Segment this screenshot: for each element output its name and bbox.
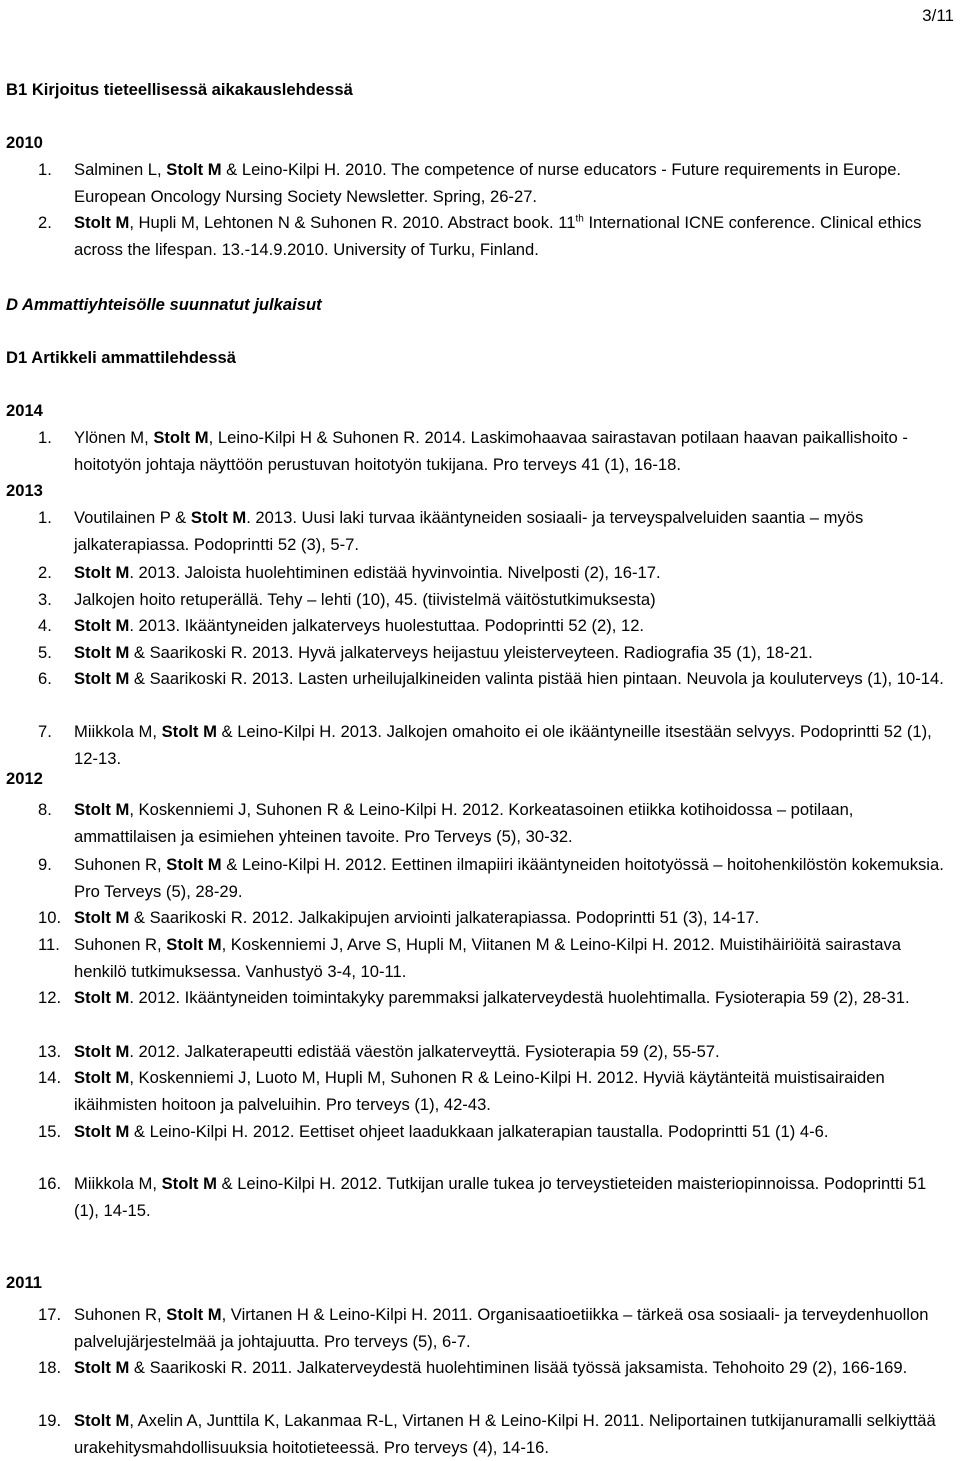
- entry-text: Voutilainen P & Stolt M. 2013. Uusi laki turvaa ikääntyneiden sosiaali- ja terveyspalveluiden saantia – myös jalkaterapiassa. Podoprintti 52 (3), 5-7.: [74, 508, 864, 554]
- page-number: 3/11: [922, 6, 954, 25]
- entry-text: Stolt M & Leino-Kilpi H. 2012. Eettiset ohjeet laadukkaan jalkaterapian taustalla. Podoprintti 51 (1) 4-6.: [74, 1122, 829, 1141]
- entry-text: Stolt M & Saarikoski R. 2013. Lasten urheilujalkineiden valinta pistää hien pintaan. Neuvola ja kouluterveys (1), 10-14.: [74, 669, 944, 688]
- entry-number: 11.: [38, 935, 60, 954]
- entry-text: Salminen L, Stolt M & Leino-Kilpi H. 2010. The competence of nurse educators - Future requirements in Europe. European Oncology Nursing Society Newsletter. Spring, 26-27.: [74, 160, 902, 206]
- publication-entry: [38, 425, 956, 478]
- entry-text: Stolt M. 2013. Jaloista huolehtiminen edistää hyvinvointia. Nivelposti (2), 16-17.: [74, 563, 661, 582]
- publication-entry: [38, 852, 956, 905]
- publication-entry: [38, 1039, 956, 1066]
- publication-entry: [38, 797, 956, 850]
- year-heading: 2012: [6, 769, 43, 788]
- entry-number: 13.: [38, 1042, 62, 1061]
- year-heading: 2014: [6, 401, 43, 420]
- entry-text: Miikkola M, Stolt M & Leino-Kilpi H. 2013. Jalkojen omahoito ei ole ikääntyneille itsestään selvyys. Podoprintti 52 (1), 12-13.: [74, 722, 932, 768]
- entry-text: Stolt M. 2012. Ikääntyneiden toimintakyky paremmaksi jalkaterveydestä huolehtimalla. Fysioterapia 59 (2), 28-31.: [74, 988, 910, 1007]
- section-d1-heading: D1 Artikkeli ammattilehdessä: [6, 348, 236, 367]
- entry-number: 17.: [38, 1305, 62, 1324]
- publication-entry: [38, 666, 956, 693]
- entry-text: Suhonen R, Stolt M, Koskenniemi J, Arve S, Hupli M, Viitanen M & Leino-Kilpi H. 2012. Muistihäiriöitä sairastava henkilö tutkimuksessa. Vanhustyö 3-4, 10-11.: [74, 935, 901, 981]
- entry-text: Stolt M, Koskenniemi J, Suhonen R & Leino-Kilpi H. 2012. Korkeatasoinen etiikka kotihoidossa – potilaan, ammattilaisen ja esimiehen yhteinen tavoite. Pro Terveys (5), 30-32.: [74, 800, 854, 846]
- entry-text: Stolt M. 2013. Ikääntyneiden jalkaterveys huolestuttaa. Podoprintti 52 (2), 12.: [74, 616, 645, 635]
- entry-number: 4.: [38, 616, 52, 635]
- publication-entry: [38, 210, 956, 263]
- publication-entry: [38, 587, 956, 614]
- publication-entry: [38, 1408, 956, 1461]
- section-b1-heading: B1 Kirjoitus tieteellisessä aikakauslehdessä: [6, 80, 353, 99]
- publication-entry: [38, 640, 956, 667]
- entry-text: Stolt M, Hupli M, Lehtonen N & Suhonen R. 2010. Abstract book. 11th International ICNE conference. Clinical ethics across the lifespan. 13.-14.9.2010. University of Turku, Finland.: [74, 213, 922, 259]
- entry-text: Suhonen R, Stolt M, Virtanen H & Leino-Kilpi H. 2011. Organisaatioetiikka – tärkeä osa sosiaali- ja terveydenhuollon palvelujärjestelmää ja johtajuutta. Pro terveys (5), 6-7.: [74, 1305, 929, 1351]
- entry-number: 10.: [38, 908, 62, 927]
- publication-entry: [38, 1171, 956, 1224]
- publication-entry: [38, 505, 956, 558]
- entry-number: 19.: [38, 1411, 62, 1430]
- entry-number: 9.: [38, 855, 52, 874]
- entry-number: 14.: [38, 1068, 62, 1087]
- publication-entry: [38, 1119, 956, 1146]
- entry-number: 15.: [38, 1122, 62, 1141]
- entry-text: Jalkojen hoito retuperällä. Tehy – lehti (10), 45. (tiivistelmä väitöstutkimuksesta): [74, 590, 656, 609]
- year-heading: 2013: [6, 481, 43, 500]
- entry-text: Suhonen R, Stolt M & Leino-Kilpi H. 2012. Eettinen ilmapiiri ikääntyneiden hoitotyössä – hoitohenkilöstön kokemuksia. Pro Terveys (5), 28-29.: [74, 855, 944, 901]
- entry-text: Miikkola M, Stolt M & Leino-Kilpi H. 2012. Tutkijan uralle tukea jo terveystieteiden maisteriopinnoissa. Podoprintti 51 (1), 14-15.: [74, 1174, 927, 1220]
- publication-entry: [38, 613, 956, 640]
- publication-entry: [38, 157, 956, 210]
- publication-entry: [38, 1302, 956, 1355]
- entry-number: 3.: [38, 590, 52, 609]
- publication-entry: [38, 905, 956, 932]
- entry-number: 18.: [38, 1358, 62, 1377]
- entry-text: Stolt M. 2012. Jalkaterapeutti edistää väestön jalkaterveyttä. Fysioterapia 59 (2), 55-57.: [74, 1042, 720, 1061]
- section-d-heading: D Ammattiyhteisölle suunnatut julkaisut: [6, 295, 322, 314]
- entry-text: Stolt M & Saarikoski R. 2011. Jalkaterveydestä huolehtiminen lisää työssä jaksamista. Tehohoito 29 (2), 166-169.: [74, 1358, 908, 1377]
- entry-number: 12.: [38, 988, 62, 1007]
- entry-text: Stolt M, Koskenniemi J, Luoto M, Hupli M, Suhonen R & Leino-Kilpi H. 2012. Hyviä käytänteitä muistisairaiden ikäihmisten hoitoon ja palveluihin. Pro terveys (1), 42-43.: [74, 1068, 885, 1114]
- publication-entry: [38, 1355, 956, 1382]
- publication-entry: [38, 985, 956, 1012]
- entry-number: 8.: [38, 800, 52, 819]
- entry-text: Stolt M & Saarikoski R. 2012. Jalkakipujen arviointi jalkaterapiassa. Podoprintti 51 (3), 14-17.: [74, 908, 760, 927]
- entry-text: Stolt M & Saarikoski R. 2013. Hyvä jalkaterveys heijastuu yleisterveyteen. Radiografia 35 (1), 18-21.: [74, 643, 813, 662]
- publication-entry: [38, 1065, 956, 1118]
- entry-text: Stolt M, Axelin A, Junttila K, Lakanmaa R-L, Virtanen H & Leino-Kilpi H. 2011. Neliportainen tutkijanuramalli selkiyttää urakehitysmahdollisuuksia hoitotieteessä. Pro terveys (4), 14-16.: [74, 1411, 936, 1457]
- entry-number: 7.: [38, 722, 52, 741]
- year-heading: 2011: [6, 1273, 42, 1292]
- entry-text: Ylönen M, Stolt M, Leino-Kilpi H & Suhonen R. 2014. Laskimohaavaa sairastavan potilaan haavan paikallishoito - hoitotyön johtaja näyttöön perustuvan hoitotyön tukijana. Pro terveys 41 (1), 16-18.: [74, 428, 908, 474]
- entry-number: 5.: [38, 643, 52, 662]
- publication-entry: [38, 719, 956, 772]
- entry-number: 16.: [38, 1174, 62, 1193]
- year-heading: 2010: [6, 133, 43, 152]
- publication-entry: [38, 932, 956, 985]
- entry-number: 1.: [38, 508, 52, 527]
- publication-entry: [38, 560, 956, 587]
- entry-number: 2.: [38, 563, 52, 582]
- entry-number: 1.: [38, 428, 52, 447]
- entry-number: 6.: [38, 669, 52, 688]
- entry-number: 2.: [38, 213, 52, 232]
- entry-number: 1.: [38, 160, 52, 179]
